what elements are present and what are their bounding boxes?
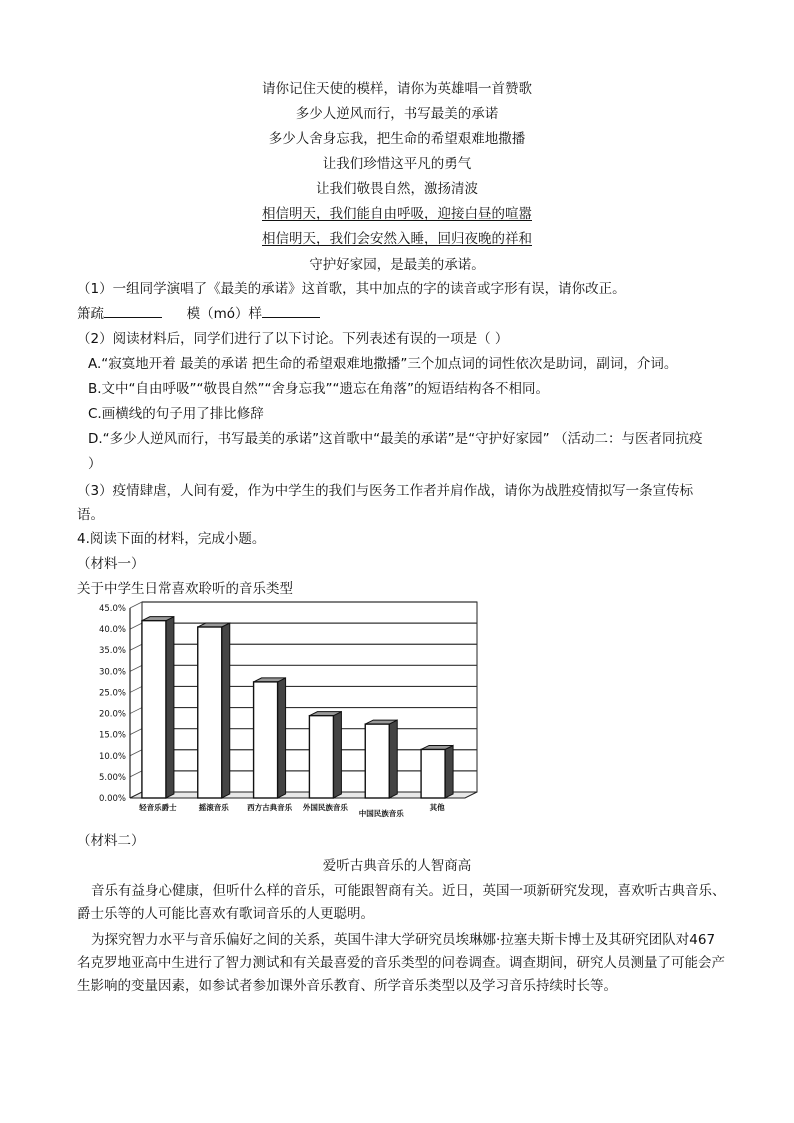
poem-line-3: 多少人舍身忘我，把生命的希望艰难地撒播 bbox=[268, 131, 526, 147]
poem-line-8: 守护好家园，是最美的承诺。 bbox=[309, 257, 485, 273]
bar-2 bbox=[198, 627, 222, 798]
y-tick-label: 15.0% bbox=[98, 730, 126, 741]
x-tick-label: 外国民族音乐 bbox=[302, 803, 348, 812]
blank-1-label: 箫疏 bbox=[77, 306, 104, 322]
bar-side bbox=[222, 623, 230, 798]
gridline-depth bbox=[130, 623, 142, 629]
poem-line-2: 多少人逆风而行，书写最美的承诺 bbox=[295, 106, 499, 122]
paragraph-1: 音乐有益身心健康，但听什么样的音乐，可能跟智商有关。近日，英国一项新研究发现，喜欢听古典音乐、爵士乐等的人可能比喜欢有歌词音乐的人更聪明。 bbox=[77, 883, 726, 922]
question-3-cont: 语。 bbox=[77, 507, 104, 523]
question-1: （1）一组同学演唱了《最美的承诺》这首歌，其中加点的字的读音或字形有误，请你改正。 bbox=[77, 281, 626, 297]
bar-chart bbox=[90, 600, 480, 822]
gridline-depth bbox=[130, 729, 142, 735]
paragraph-2: 为探究智力水平与音乐偏好之间的关系，英国牛津大学研究员埃琳娜·拉塞夫斯卡博士及其研究团队对467名克罗地亚高中生进行了智力测试和有关最喜爱的音乐类型的问卷调查。调查期间，研究人员测量了可能会产生影响的变量因素，如参试者参加课外音乐教育、所学音乐类型以及学习音乐持续时长等。 bbox=[77, 932, 725, 994]
x-tick-label: 其他 bbox=[429, 803, 445, 812]
y-tick-label: 10.0% bbox=[98, 751, 126, 762]
option-c: C.画横线的句子用了排比修辞 bbox=[88, 406, 264, 422]
poem-line-6-underlined bbox=[0, 205, 794, 223]
y-tick-label: 40.0% bbox=[98, 625, 126, 636]
article-title: 爱听古典音乐的人智商高 bbox=[322, 858, 472, 874]
gridline-depth bbox=[130, 644, 142, 650]
x-tick-label: 中国民族音乐 bbox=[358, 809, 404, 818]
x-tick-label: 摇滚音乐 bbox=[198, 803, 229, 812]
option-d: D.“多少人逆风而行，书写最美的承诺”这首歌中“最美的承诺”是“守护好家园” （活动二：与医者同抗疫 bbox=[88, 431, 703, 447]
gridline-depth bbox=[130, 602, 142, 608]
question-4: 4.阅读下面的材料，完成小题。 bbox=[77, 531, 266, 547]
gridline-depth bbox=[130, 750, 142, 756]
poem-line-6-text: 相信明天，我们能自由呼吸，迎接白昼的喧嚣 bbox=[262, 206, 532, 222]
bar-side bbox=[278, 678, 286, 798]
bar-side bbox=[389, 720, 397, 798]
option-a: A.“寂寞地开着 最美的承诺 把生命的希望艰难地撒播”三个加点词的词性依次是助词，副词，介词。 bbox=[88, 356, 678, 372]
blank-1-line[interactable] bbox=[104, 305, 162, 318]
y-tick-label: 45.0% bbox=[98, 604, 126, 614]
y-tick-label: 0.00% bbox=[98, 794, 126, 804]
y-tick-label: 30.0% bbox=[98, 667, 126, 678]
x-tick-label: 西方古典音乐 bbox=[247, 803, 293, 812]
blank-2-line[interactable] bbox=[262, 305, 320, 318]
y-tick-label: 5.00% bbox=[98, 772, 126, 783]
gridline-depth bbox=[130, 771, 142, 777]
y-tick-label: 20.0% bbox=[98, 709, 126, 720]
question-3: （3）疫情肆虐，人间有爱，作为中学生的我们与医务工作者并肩作战，请你为战胜疫情拟写一条宣传标 bbox=[77, 483, 694, 499]
poem-line-5: 让我们敬畏自然，激扬清波 bbox=[316, 181, 478, 197]
poem-line-7-text: 相信明天，我们会安然入睡，回归夜晚的祥和 bbox=[262, 231, 532, 247]
option-b: B.文中“自由呼吸”“敬畏自然”“舍身忘我”“遗忘在角落”的短语结构各不相同。 bbox=[88, 381, 550, 397]
blank-2-label: 模（mó）样 bbox=[186, 306, 263, 322]
material-2-label: （材料二） bbox=[77, 833, 145, 849]
bar-side bbox=[333, 712, 341, 798]
bar-3 bbox=[254, 682, 278, 798]
question-1-blanks bbox=[77, 305, 320, 323]
bar-4 bbox=[309, 716, 333, 798]
bar-5 bbox=[365, 724, 389, 798]
poem-line-1: 请你记住天使的模样，请你为英雄唱一首赞歌 bbox=[262, 81, 532, 97]
gridline-depth bbox=[130, 665, 142, 671]
bar-side bbox=[166, 617, 174, 798]
material-1-label: （材料一） bbox=[77, 556, 145, 572]
gridline-depth bbox=[130, 686, 142, 692]
option-d-cont: ） bbox=[88, 456, 102, 472]
bar-1 bbox=[142, 621, 166, 798]
poem-line-7-underlined bbox=[0, 230, 794, 248]
y-tick-label: 25.0% bbox=[98, 688, 126, 699]
question-2: （2）阅读材料后，同学们进行了以下讨论。下列表述有误的一项是（ ） bbox=[77, 331, 509, 347]
bar-6 bbox=[421, 749, 445, 798]
y-tick-label: 35.0% bbox=[98, 646, 126, 657]
chart-title: 关于中学生日常喜欢聆听的音乐类型 bbox=[77, 581, 293, 597]
gridline-depth bbox=[130, 708, 142, 714]
poem-line-4: 让我们珍惜这平凡的勇气 bbox=[322, 156, 472, 172]
x-tick-label: 轻音乐爵士 bbox=[139, 803, 177, 812]
bar-side bbox=[445, 745, 453, 798]
